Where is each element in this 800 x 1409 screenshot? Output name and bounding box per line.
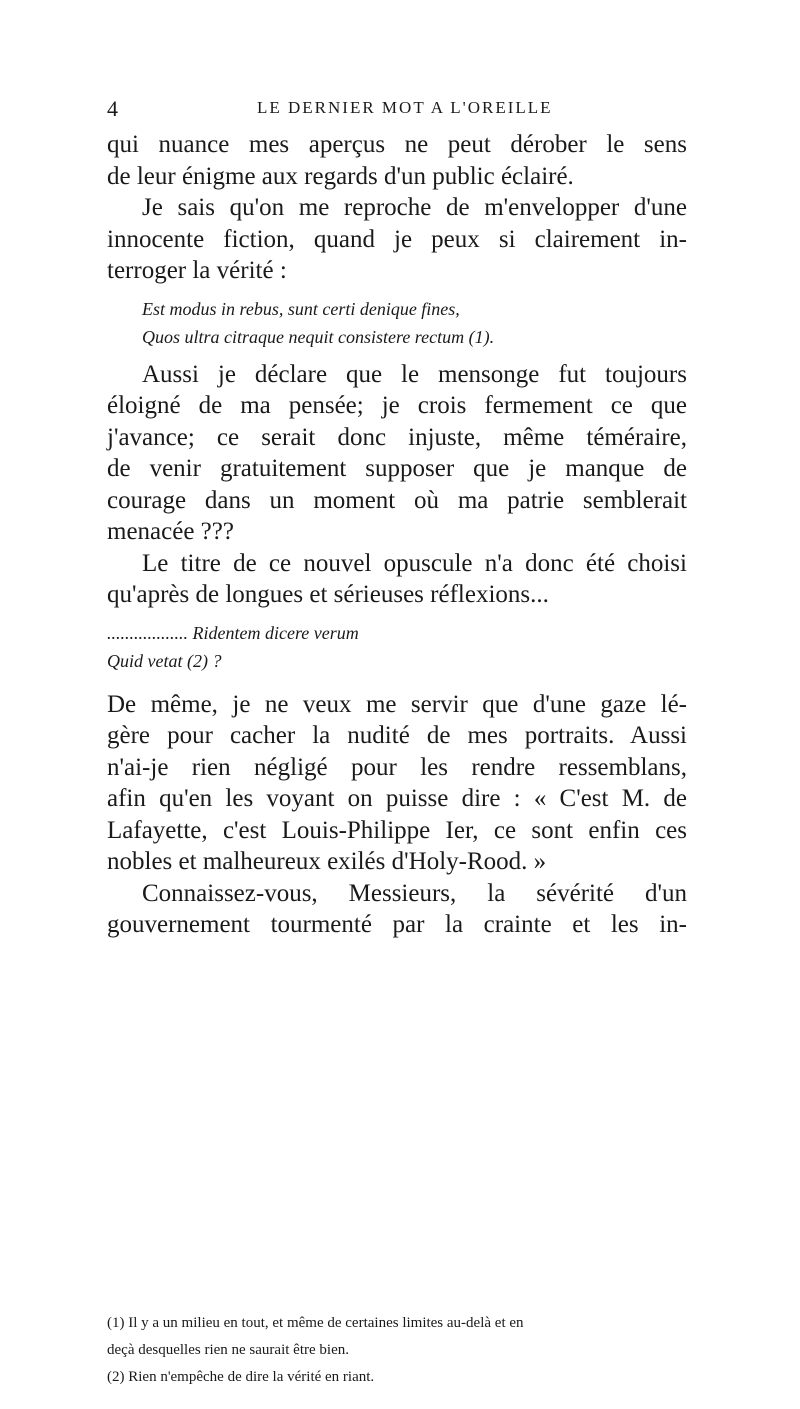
running-title: LE DERNIER MOT A L'OREILLE — [257, 98, 553, 117]
text-line: Je sais qu'on me reproche de m'envelopper d'une — [142, 194, 687, 221]
text-line: gouvernement tourmenté par la crainte et les in- — [107, 911, 687, 938]
paragraph-1 — [107, 129, 687, 192]
text-line: innocente fiction, quand je peux si clairement in- — [107, 225, 687, 253]
text-line: De même, je ne veux me servir que d'une gaze lé- — [107, 690, 687, 718]
quote-line: .................. Ridentem dicere verum — [107, 622, 359, 643]
paragraph-3 — [107, 359, 687, 548]
footnote-line: deçà desquelles rien ne saurait être bien. — [107, 1342, 349, 1358]
paragraph-5 — [107, 689, 687, 878]
text-line: de venir gratuitement supposer que je manque de — [107, 455, 687, 482]
footnote-line: (1) Il y a un milieu en tout, et même de certaines limites au-delà et en — [107, 1315, 524, 1331]
latin-quote-1 — [107, 295, 687, 351]
text-line: qu'après de longues et sérieuses réflexions... — [107, 581, 549, 608]
text-line: Lafayette, c'est Louis-Philippe Ier, ce sont enfin ces — [107, 816, 687, 844]
running-header — [107, 96, 687, 122]
paragraph-6 — [107, 878, 687, 941]
text-line: n'ai-je rien négligé pour les rendre ressemblans, — [107, 753, 687, 781]
text-line: nobles et malheureux exilés d'Holy-Rood. » — [107, 848, 547, 875]
paragraph-4 — [107, 548, 687, 611]
quote-line: Est modus in rebus, sunt certi denique fines, — [142, 298, 460, 319]
text-line: Connaissez-vous, Messieurs, la sévérité d'un — [142, 879, 687, 907]
text-line: éloigné de ma pensée; je crois fermement ce que — [107, 392, 687, 419]
text-line: afin qu'en les voyant on puisse dire : « C'est M. de — [107, 785, 687, 812]
footnotes — [107, 1310, 687, 1391]
text-line: Le titre de ce nouvel opuscule n'a donc été choisi — [142, 549, 687, 577]
page-number: 4 — [107, 96, 118, 121]
text-line: Aussi je déclare que le mensonge fut toujours — [142, 360, 687, 388]
quote-line: Quos ultra citraque nequit consistere rectum (1). — [142, 326, 495, 347]
text-line: qui nuance mes aperçus ne peut dérober le sens — [107, 131, 687, 158]
footnote-line: (2) Rien n'empêche de dire la vérité en riant. — [107, 1369, 375, 1385]
text-line: courage dans un moment où ma patrie semblerait — [107, 486, 687, 514]
text-line: gère pour cacher la nudité de mes portraits. Aussi — [107, 722, 687, 749]
text-line: terroger la vérité : — [107, 257, 287, 284]
paragraph-2 — [107, 192, 687, 287]
latin-quote-2 — [107, 619, 687, 675]
quote-line: Quid vetat (2) ? — [107, 650, 222, 671]
text-line: menacée ??? — [107, 518, 234, 545]
text-line: de leur énigme aux regards d'un public éclairé. — [107, 162, 574, 190]
main-text — [107, 129, 687, 941]
text-line: j'avance; ce serait donc injuste, même téméraire, — [107, 423, 687, 451]
